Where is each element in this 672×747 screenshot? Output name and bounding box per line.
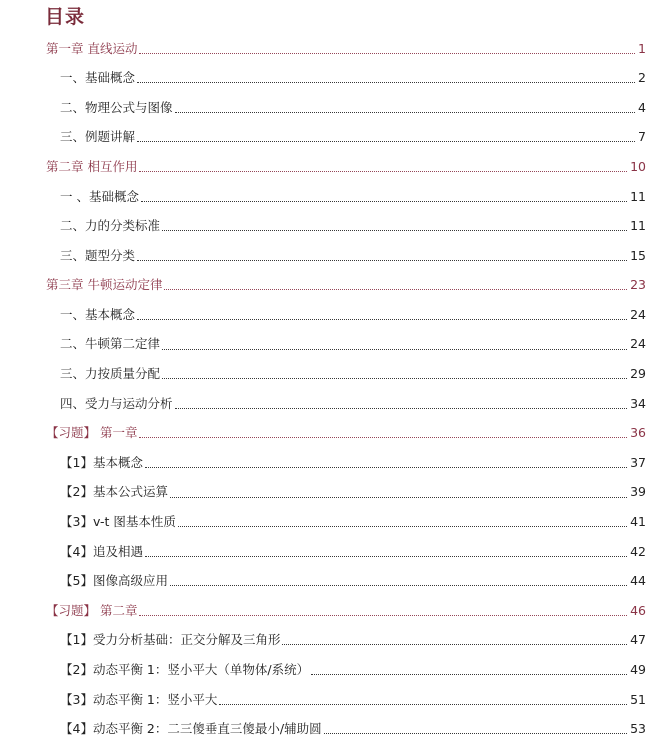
toc-page-number: 39 <box>630 484 646 500</box>
toc-entry-label: 【3】动态平衡 1：竖小平大 <box>60 691 218 707</box>
toc-entry[interactable] <box>0 152 672 182</box>
toc-page-number: 2 <box>638 70 646 86</box>
toc-entry[interactable] <box>0 241 672 271</box>
toc-entry-label: 【1】受力分析基础：正交分解及三角形 <box>60 632 281 648</box>
toc-page-number: 29 <box>630 366 646 382</box>
toc-page-number: 53 <box>630 721 646 737</box>
toc-entry[interactable] <box>0 360 672 390</box>
toc-entry[interactable] <box>0 34 672 64</box>
toc-entry[interactable] <box>0 508 672 538</box>
toc-entry-label: 【2】基本公式运算 <box>60 484 168 500</box>
toc-entry-label: 三、例题讲解 <box>60 129 136 145</box>
toc-page-number: 11 <box>630 218 646 234</box>
dot-leader <box>137 260 627 261</box>
toc-entry[interactable] <box>0 537 672 567</box>
dot-leader <box>164 289 627 290</box>
dot-leader <box>139 171 627 172</box>
toc-entry[interactable] <box>0 685 672 715</box>
dot-leader <box>170 497 627 498</box>
dot-leader <box>145 467 627 468</box>
toc-page-number: 23 <box>630 277 646 293</box>
toc-entry-label: 三、题型分类 <box>60 247 136 263</box>
toc-entry[interactable] <box>0 626 672 656</box>
toc-entry[interactable] <box>0 655 672 685</box>
toc-page-number: 37 <box>630 454 646 470</box>
dot-leader <box>137 82 635 83</box>
toc-entry[interactable] <box>0 715 672 745</box>
toc-page-number: 47 <box>630 632 646 648</box>
dot-leader <box>139 615 627 616</box>
toc-entry[interactable] <box>0 93 672 123</box>
toc-entry[interactable] <box>0 448 672 478</box>
toc-page-number: 24 <box>630 336 646 352</box>
toc-page-number: 36 <box>630 425 646 441</box>
toc-entry-label: 【习题】 第一章 <box>46 425 138 441</box>
toc-entry-label: 四、受力与运动分析 <box>60 395 173 411</box>
dot-leader <box>162 378 627 379</box>
toc-entry-label: 一、基本概念 <box>60 306 136 322</box>
toc-entry-label: 【习题】 第二章 <box>46 602 138 618</box>
dot-leader <box>137 319 627 320</box>
toc-entry[interactable] <box>0 330 672 360</box>
toc-title: 目录 <box>45 6 86 28</box>
toc-entry-label: 第二章 相互作用 <box>46 158 138 174</box>
toc-entry-label: 三、力按质量分配 <box>60 366 161 382</box>
toc-entry-label: 【4】追及相遇 <box>60 543 143 559</box>
toc-page-number: 7 <box>638 129 646 145</box>
dot-leader <box>324 733 628 734</box>
dot-leader <box>162 349 627 350</box>
toc-list <box>0 34 672 744</box>
dot-leader <box>175 112 636 113</box>
toc-entry-label: 一 、基础概念 <box>60 188 139 204</box>
toc-entry-label: 二、牛顿第二定律 <box>60 336 161 352</box>
dot-leader <box>162 230 627 231</box>
toc-page-number: 24 <box>630 306 646 322</box>
toc-entry-label: 一、基础概念 <box>60 70 136 86</box>
toc-entry-label: 【5】图像高级应用 <box>60 573 168 589</box>
dot-leader <box>311 674 627 675</box>
toc-entry[interactable] <box>0 300 672 330</box>
dot-leader <box>137 141 635 142</box>
dot-leader <box>178 526 627 527</box>
dot-leader <box>139 53 635 54</box>
toc-entry[interactable] <box>0 478 672 508</box>
toc-entry[interactable] <box>0 123 672 153</box>
toc-entry-label: 【4】动态平衡 2：二三傻垂直三傻最小/辅助圆 <box>60 721 322 737</box>
dot-leader <box>282 644 627 645</box>
toc-page-number: 34 <box>630 395 646 411</box>
toc-page-number: 46 <box>630 602 646 618</box>
toc-page-number: 15 <box>630 247 646 263</box>
dot-leader <box>139 437 627 438</box>
toc-entry[interactable] <box>0 64 672 94</box>
toc-page-number: 44 <box>630 573 646 589</box>
toc-entry[interactable] <box>0 596 672 626</box>
toc-page-number: 10 <box>630 158 646 174</box>
toc-entry-label: 第三章 牛顿运动定律 <box>46 277 163 293</box>
dot-leader <box>170 585 627 586</box>
toc-entry[interactable] <box>0 271 672 301</box>
toc-entry[interactable] <box>0 212 672 242</box>
toc-entry[interactable] <box>0 182 672 212</box>
toc-entry-label: 二、力的分类标准 <box>60 218 161 234</box>
toc-entry[interactable] <box>0 389 672 419</box>
toc-entry-label: 第一章 直线运动 <box>46 40 138 56</box>
toc-entry[interactable] <box>0 419 672 449</box>
dot-leader <box>141 201 627 202</box>
dot-leader <box>219 704 627 705</box>
toc-page-number: 51 <box>630 691 646 707</box>
toc-entry-label: 【1】基本概念 <box>60 454 143 470</box>
toc-page-number: 11 <box>630 188 646 204</box>
toc-page-number: 41 <box>630 514 646 530</box>
dot-leader <box>145 556 627 557</box>
toc-page-number: 42 <box>630 543 646 559</box>
toc-entry-label: 【2】动态平衡 1：竖小平大（单物体/系统） <box>60 662 310 678</box>
toc-page-number: 49 <box>630 662 646 678</box>
toc-page-number: 1 <box>638 40 646 56</box>
toc-page-number: 4 <box>638 99 646 115</box>
dot-leader <box>175 408 628 409</box>
toc-entry[interactable] <box>0 567 672 597</box>
toc-entry-label: 【3】v-t 图基本性质 <box>60 514 176 530</box>
toc-entry-label: 二、物理公式与图像 <box>60 99 173 115</box>
